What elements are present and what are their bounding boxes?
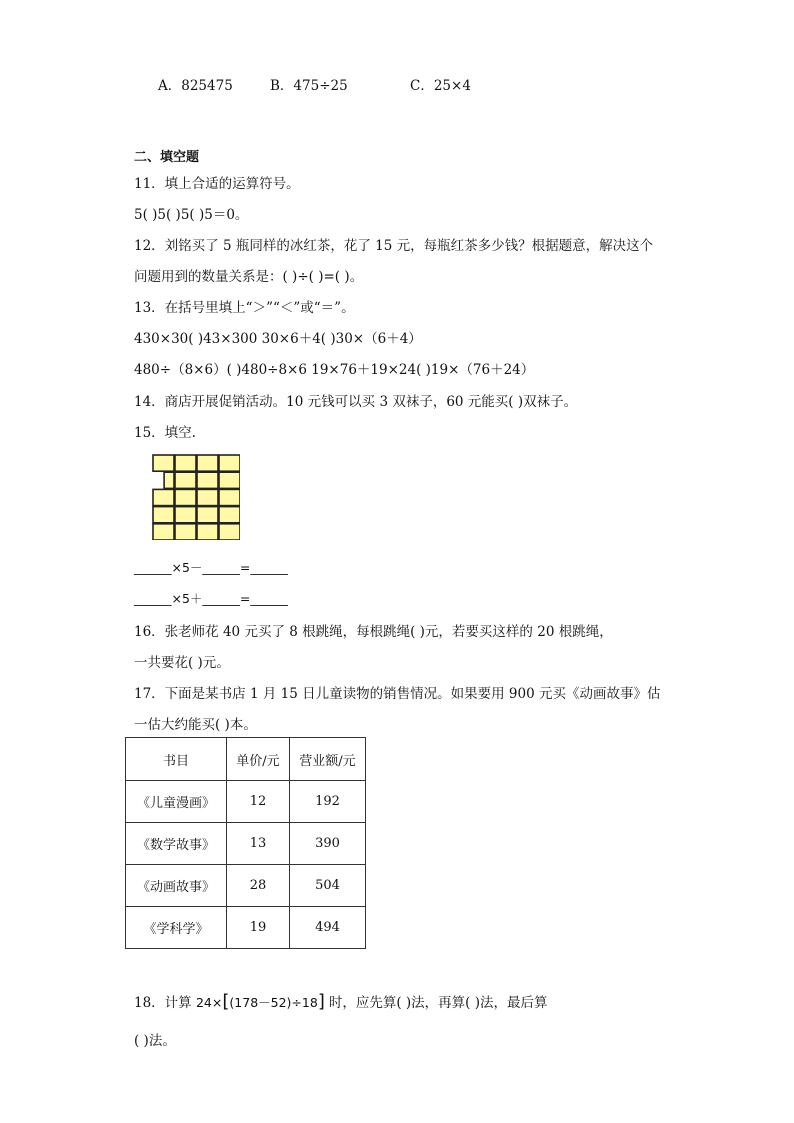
grid-cell: [197, 507, 218, 523]
grid-cell: [219, 472, 240, 488]
grid-cell: [153, 489, 174, 505]
question-12-line2: 问题用到的数量关系是：( )÷( )=( )。: [134, 269, 364, 285]
grid-cell: [219, 507, 240, 523]
section-title: 二、填空题: [134, 150, 200, 165]
grid-cell: [219, 489, 240, 505]
table-cell: 192: [290, 781, 366, 823]
option-c: C．25×4: [410, 78, 471, 94]
question-15-title: 15．填空.: [134, 425, 196, 441]
grid-notch-cell: [164, 472, 174, 488]
table-header: 营业额/元: [290, 738, 366, 781]
grid-cell: [175, 489, 196, 505]
grid-cell: [219, 524, 240, 540]
table-row: [126, 907, 366, 949]
table-header-row: [126, 738, 366, 781]
table-cell: 494: [290, 907, 366, 949]
question-18-formula: [195, 991, 329, 1012]
question-12-line1: 12．刘铭买了 5 瓶同样的冰红茶，花了 15 元，每瓶红茶多少钱？根据题意，解决这个: [134, 238, 654, 254]
question-18-line1: [134, 991, 547, 1012]
grid-cell: [153, 507, 174, 523]
grid-cell: [197, 489, 218, 505]
question-18-suffix: 时，应先算( )法，再算( )法，最后算: [328, 995, 548, 1011]
question-15-blank-1: ______×5－______=______: [134, 560, 288, 575]
question-14-line: 14．商店开展促销活动。10 元钱可以买 3 双袜子，60 元能买( )双袜子。: [134, 394, 578, 410]
formula-part: (178－52)÷18: [229, 995, 318, 1010]
table-cell: 390: [290, 823, 366, 865]
question-13-line1: 430×30( )43×300 30×6＋4( )30×（6＋4）: [134, 331, 422, 347]
table-row: [126, 781, 366, 823]
grid-cell: [175, 507, 196, 523]
grid-cell: [175, 472, 196, 488]
table-cell: 13: [227, 823, 290, 865]
grid-cell: [197, 524, 218, 540]
table-cell: 《动画故事》: [126, 865, 227, 907]
table-row: [126, 823, 366, 865]
grid-cell: [153, 524, 174, 540]
question-18-prefix: 18．计算: [134, 995, 192, 1011]
grid-cell: [175, 455, 196, 471]
square-grid-figure: [152, 454, 240, 540]
table-cell: 《学科学》: [126, 907, 227, 949]
table-header: 书目: [126, 738, 227, 781]
question-17-line1: 17．下面是某书店 1 月 15 日儿童读物的销售情况。如果要用 900 元买《动画故事》估: [134, 686, 661, 702]
grid-cell: [197, 472, 218, 488]
question-16-line2: 一共要花( )元。: [134, 655, 230, 671]
table-cell: 《儿童漫画》: [126, 781, 227, 823]
table-cell: 504: [290, 865, 366, 907]
grid-cell: [175, 524, 196, 540]
grid-cell: [219, 455, 240, 471]
table-cell: 12: [227, 781, 290, 823]
table-row: [126, 865, 366, 907]
option-a: A．825475: [158, 78, 233, 94]
right-bracket: ]: [317, 991, 325, 1012]
question-13-title: 13．在括号里填上“＞”“＜”或“＝”。: [134, 300, 355, 316]
table-cell: 19: [227, 907, 290, 949]
question-16-line1: 16．张老师花 40 元买了 8 根跳绳，每根跳绳( )元，若要买这样的 20 根跳绳，: [134, 624, 613, 640]
formula-part: 24×: [195, 995, 223, 1010]
question-13-line2: 480÷（8×6）( )480÷8×6 19×76＋19×24( )19×（76＋24）: [134, 362, 535, 378]
grid-cell: [153, 455, 174, 471]
question-11-line: 5( )5( )5( )5＝0。: [134, 207, 249, 223]
option-b: B．475÷25: [270, 78, 348, 94]
question-11-title: 11．填上合适的运算符号。: [134, 176, 300, 192]
grid-cell: [197, 455, 218, 471]
table-cell: 《数学故事》: [126, 823, 227, 865]
table-header: 单价/元: [227, 738, 290, 781]
book-sales-table: [125, 737, 366, 949]
question-18-line2: ( )法。: [134, 1033, 176, 1049]
table-cell: 28: [227, 865, 290, 907]
question-15-blank-2: ______×5＋______=______: [134, 591, 288, 606]
left-bracket: [: [222, 991, 230, 1012]
question-17-line2: 一估大约能买( )本。: [134, 717, 257, 733]
